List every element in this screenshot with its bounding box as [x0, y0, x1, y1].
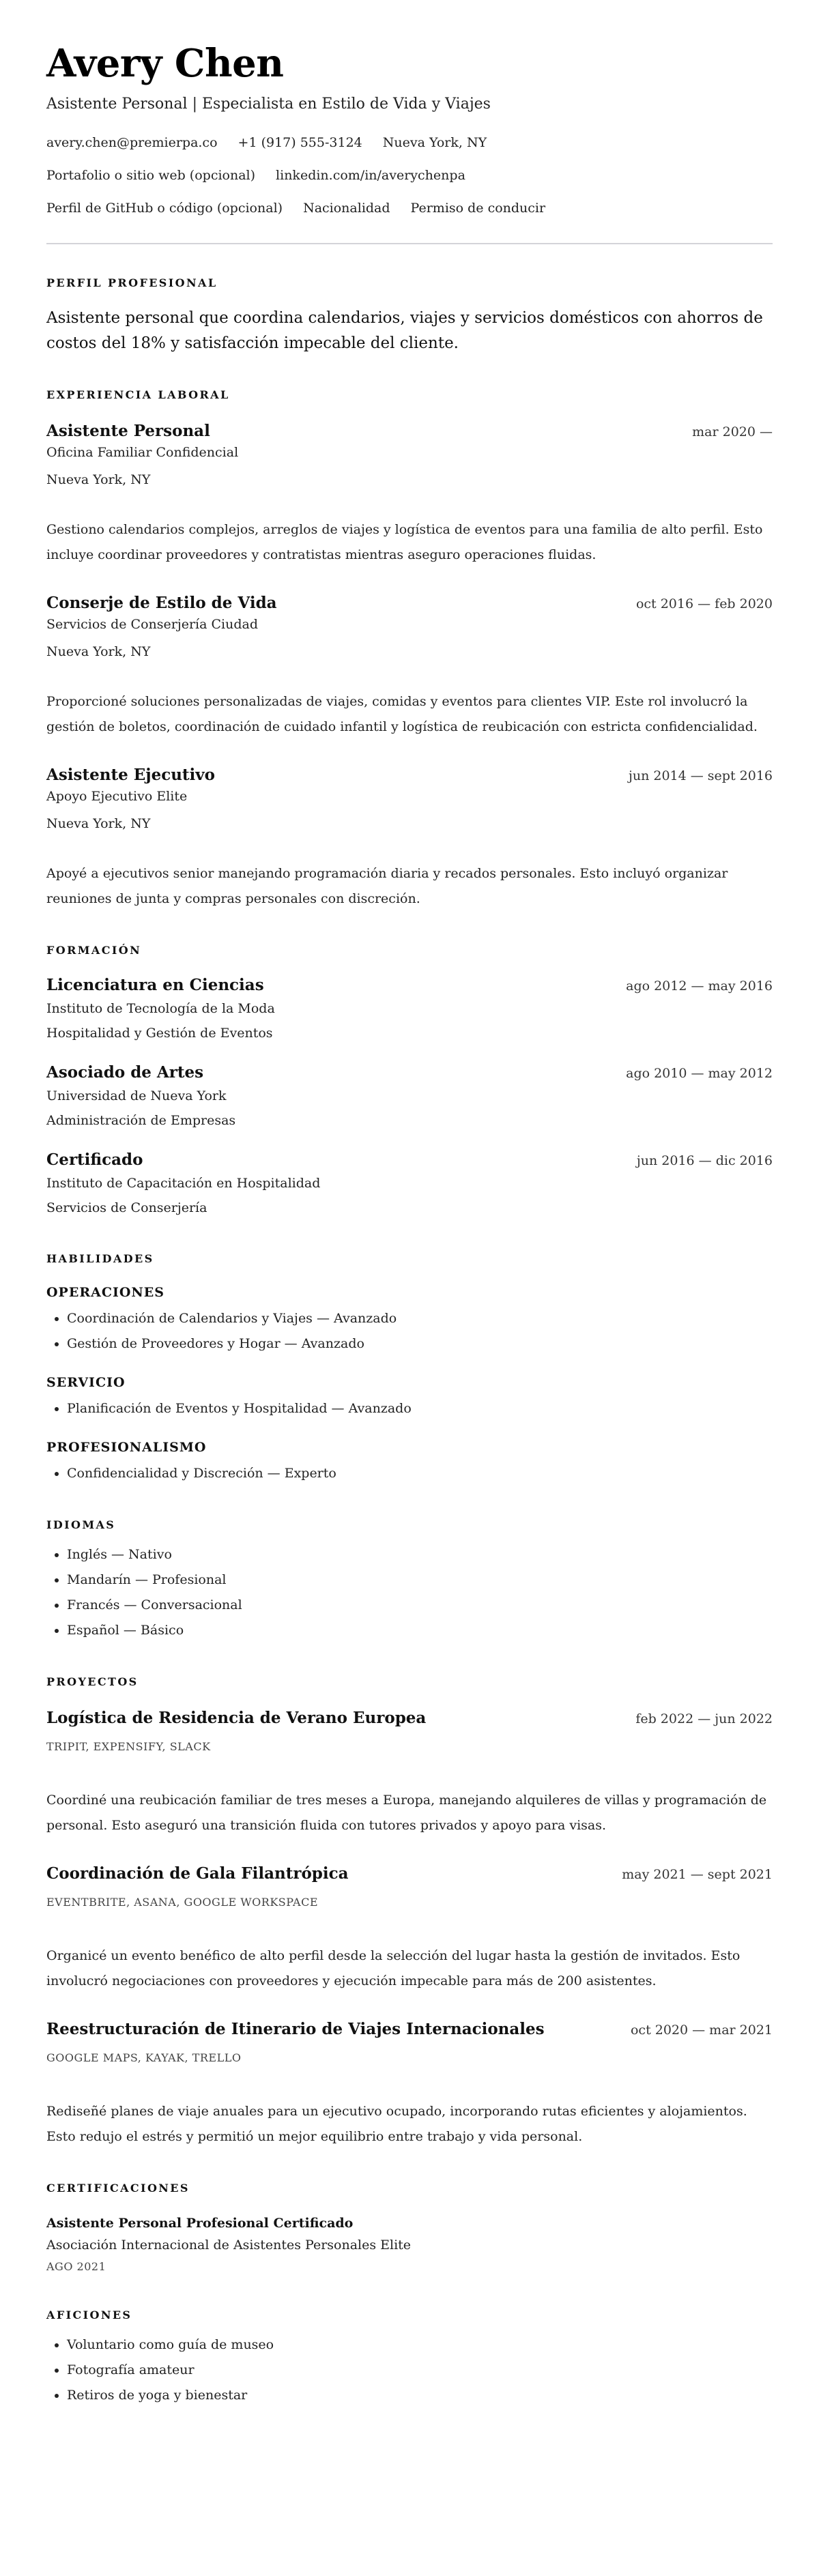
certification-issuer: Asociación Internacional de Asistentes Personales Elite [46, 2238, 412, 2253]
project-description: Coordiné una reubicación familiar de tres meses a Europa, manejando alquileres de villas y programación de personal. Esto aseguró una transición fluida con tutores privados y apoyo para visas. [46, 1793, 767, 1833]
resume-header [46, 40, 773, 217]
project-tools: GOOGLE MAPS, KAYAK, TRELLO [46, 2051, 242, 2064]
linkedin-link[interactable]: linkedin.com/in/averychenpa [276, 168, 465, 183]
contact-row [46, 134, 773, 151]
section-title: IDIOMAS [46, 1518, 116, 1531]
hobby-item: • Fotografía amateur [67, 2358, 773, 2383]
skill-item: • Gestión de Proveedores y Hogar — Avanzado [67, 1331, 773, 1357]
language-item: • Mandarín — Profesional [67, 1567, 773, 1593]
item-header [46, 1149, 773, 1171]
item-title: Asociado de Artes [46, 1063, 204, 1082]
item-date: mar 2020 — [692, 424, 773, 439]
portfolio-link[interactable]: Portafolio o sitio web (opcional) [46, 168, 256, 183]
item-date: oct 2020 — mar 2021 [630, 2023, 773, 2038]
summary-section [46, 276, 773, 356]
item-header [46, 592, 773, 614]
job-entry [46, 420, 773, 568]
candidate-name: Avery Chen [46, 41, 284, 86]
education-entry [46, 1149, 773, 1220]
phone: +1 (917) 555-3124 [238, 135, 362, 150]
headline: Asistente Personal | Especialista en Estilo de Vida y Viajes [46, 96, 491, 113]
item-title: Coordinación de Gala Filantrópica [46, 1864, 349, 1883]
certifications-section [46, 2181, 773, 2276]
section-title: EXPERIENCIA LABORAL [46, 388, 230, 401]
item-header [46, 1062, 773, 1084]
certification-name: Asistente Personal Profesional Certificado [46, 2216, 354, 2231]
job-entry [46, 764, 773, 912]
project-entry [46, 1707, 773, 1838]
project-description: Rediseñé planes de viaje anuales para un ejecutivo ocupado, incorporando rutas eficientes y alojamientos. Esto redujo el estrés y permitió un mejor equilibrio entre trabajo y vida personal. [46, 2104, 747, 2144]
certification-date: AGO 2021 [46, 2260, 106, 2273]
language-item: • Inglés — Nativo [67, 1542, 773, 1567]
github-link[interactable]: Perfil de GitHub o código (opcional) [46, 201, 283, 216]
skill-item: • Confidencialidad y Discreción — Experto [67, 1461, 773, 1486]
item-header [46, 974, 773, 996]
project-tools: EVENTBRITE, ASANA, GOOGLE WORKSPACE [46, 1896, 319, 1909]
job-description: Apoyé a ejecutivos senior manejando programación diaria y recados personales. Esto incluyó organizar reuniones de junta y compras personales con discreción. [46, 866, 728, 906]
job-description: Gestiono calendarios complejos, arreglos de viajes y logística de eventos para una familia de alto perfil. Esto incluye coordinar proveedores y contratistas mientras aseguro operaciones fluidas. [46, 522, 763, 562]
section-title: AFICIONES [46, 2309, 132, 2321]
projects-section [46, 1675, 773, 2150]
location: Nueva York, NY [382, 135, 487, 150]
education-section [46, 943, 773, 1220]
job-entry [46, 592, 773, 740]
contact-row [46, 199, 773, 217]
hobby-item: • Voluntario como guía de museo [67, 2332, 773, 2358]
job-location: Nueva York, NY [46, 472, 151, 487]
item-title: Reestructuración de Itinerario de Viajes Internacionales [46, 2020, 545, 2038]
item-date: oct 2016 — feb 2020 [635, 596, 773, 611]
section-title: PERFIL PROFESIONAL [46, 276, 218, 289]
project-entry [46, 1863, 773, 1994]
language-item: • Español — Básico [67, 1618, 773, 1643]
education-entry [46, 1062, 773, 1133]
item-title: Asistente Personal [46, 422, 210, 440]
job-location: Nueva York, NY [46, 644, 151, 659]
experience-section [46, 388, 773, 912]
job-description: Proporcioné soluciones personalizadas de viajes, comidas y eventos para clientes VIP. Este rol involucró la gestión de boletos, coordinación de cuidado infantil y logística de reubicación con estricta confidencialidad. [46, 694, 758, 734]
section-title: PROYECTOS [46, 1675, 139, 1688]
company: Servicios de Conserjería Ciudad [46, 617, 259, 632]
header-divider [46, 243, 773, 244]
skill-list [46, 1396, 773, 1421]
nationality: Nacionalidad [303, 201, 390, 216]
summary-text: Asistente personal que coordina calendarios, viajes y servicios domésticos con ahorros de costos del 18% y satisfacción impecable del cliente. [46, 309, 763, 352]
item-header [46, 1863, 773, 1885]
skills-section [46, 1251, 773, 1486]
drivers-license: Permiso de conducir [410, 201, 546, 216]
item-header [46, 420, 773, 442]
item-title: Asistente Ejecutivo [46, 766, 216, 784]
item-header [46, 2018, 773, 2040]
item-date: ago 2012 — may 2016 [626, 979, 773, 994]
item-header [46, 1707, 773, 1729]
item-title: Conserje de Estilo de Vida [46, 594, 277, 612]
item-date: may 2021 — sept 2021 [622, 1867, 773, 1882]
item-date: feb 2022 — jun 2022 [635, 1711, 773, 1726]
item-date: jun 2014 — sept 2016 [628, 768, 773, 783]
hobby-item: • Retiros de yoga y bienestar [67, 2383, 773, 2408]
school: Universidad de Nueva York [46, 1088, 227, 1103]
field-of-study: Hospitalidad y Gestión de Eventos [46, 1026, 273, 1041]
company: Oficina Familiar Confidencial [46, 445, 239, 460]
section-title: HABILIDADES [46, 1252, 154, 1265]
education-entry [46, 974, 773, 1045]
skill-list [46, 1306, 773, 1357]
skill-category-title: PROFESIONALISMO [46, 1440, 207, 1455]
section-title: FORMACIÓN [46, 944, 142, 957]
hobbies-section [46, 2308, 773, 2408]
section-title: CERTIFICACIONES [46, 2182, 190, 2195]
skill-list [46, 1461, 773, 1486]
project-entry [46, 2018, 773, 2150]
school: Instituto de Capacitación en Hospitalidad [46, 1176, 321, 1191]
languages-section [46, 1518, 773, 1643]
skill-category-title: SERVICIO [46, 1375, 126, 1390]
item-title: Certificado [46, 1150, 143, 1169]
field-of-study: Administración de Empresas [46, 1113, 236, 1128]
skill-item: • Coordinación de Calendarios y Viajes — Avanzado [67, 1306, 773, 1331]
item-header [46, 764, 773, 786]
field-of-study: Servicios de Conserjería [46, 1200, 207, 1215]
item-title: Logística de Residencia de Verano Europea [46, 1709, 427, 1727]
email-link[interactable]: avery.chen@premierpa.co [46, 135, 218, 150]
company: Apoyo Ejecutivo Elite [46, 789, 188, 804]
school: Instituto de Tecnología de la Moda [46, 1001, 275, 1016]
language-item: • Francés — Conversacional [67, 1593, 773, 1618]
skill-category-title: OPERACIONES [46, 1285, 164, 1300]
item-date: jun 2016 — dic 2016 [636, 1153, 773, 1168]
contact-row [46, 167, 773, 184]
job-location: Nueva York, NY [46, 816, 151, 831]
item-date: ago 2010 — may 2012 [626, 1066, 773, 1081]
project-tools: TRIPIT, EXPENSIFY, SLACK [46, 1740, 211, 1753]
item-title: Licenciatura en Ciencias [46, 976, 264, 994]
skill-item: • Planificación de Eventos y Hospitalidad — Avanzado [67, 1396, 773, 1421]
project-description: Organicé un evento benéfico de alto perfil desde la selección del lugar hasta la gestión de invitados. Esto involucró negociaciones con proveedores y ejecución impecable para más de 200 asistentes. [46, 1948, 741, 1988]
